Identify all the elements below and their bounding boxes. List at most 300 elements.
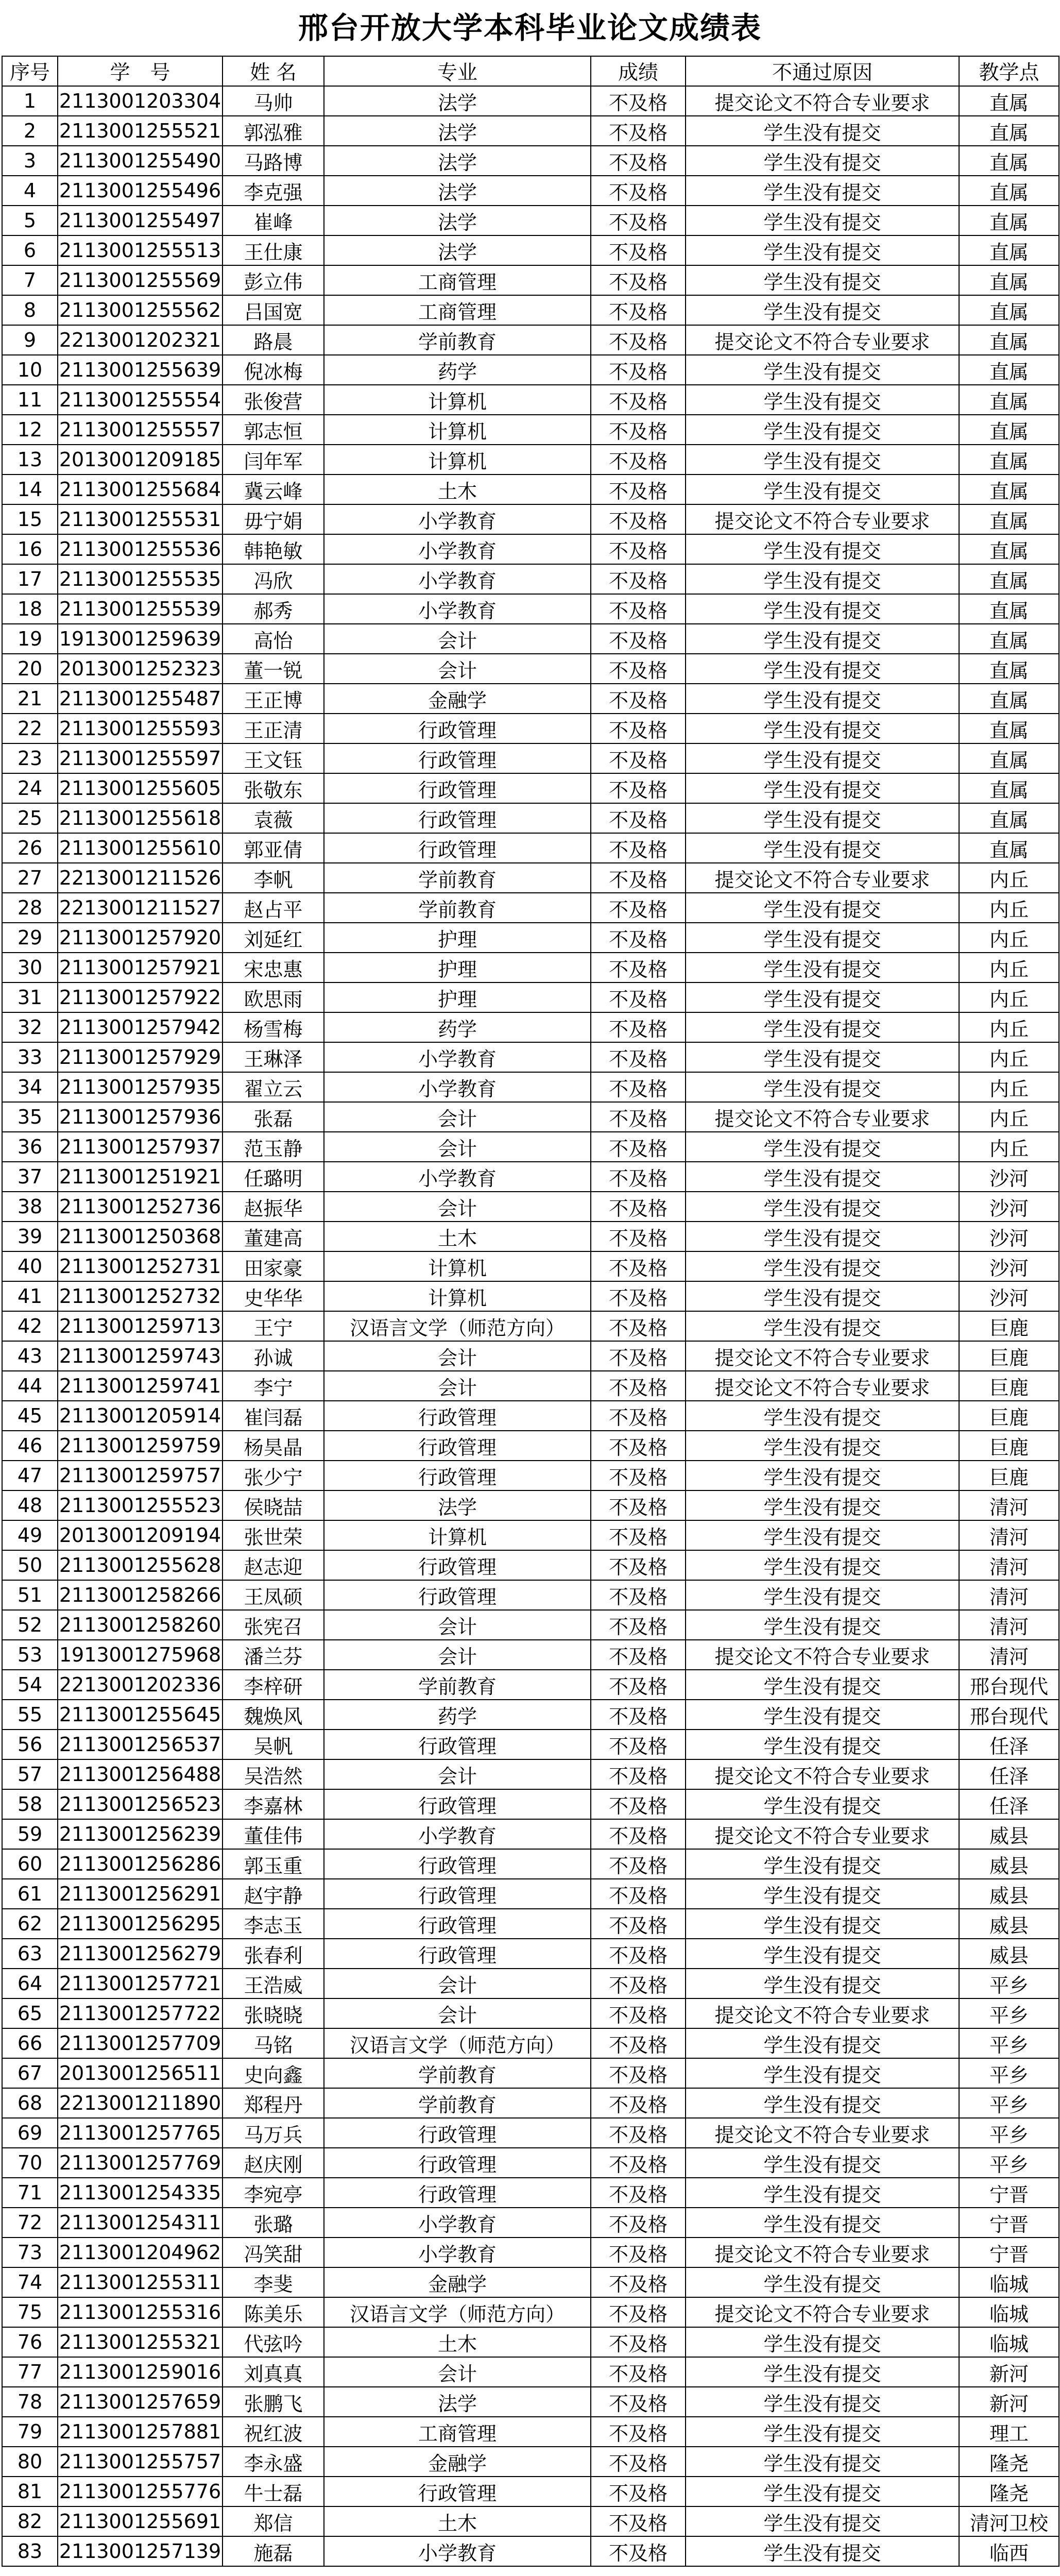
cell-teaching-site: 直属 xyxy=(959,504,1059,534)
cell-teaching-site: 清河 xyxy=(959,1610,1059,1640)
cell-grade: 不及格 xyxy=(591,1909,686,1939)
cell-student-id: 1913001275968 xyxy=(58,1640,223,1670)
cell-index: 23 xyxy=(2,743,58,773)
cell-student-id: 2113001257769 xyxy=(58,2148,223,2178)
cell-fail-reason: 学生没有提交 xyxy=(686,1730,959,1759)
cell-major: 学前教育 xyxy=(324,893,591,923)
cell-name: 王浩威 xyxy=(223,1969,324,1998)
table-row xyxy=(2,1012,1059,1042)
cell-grade: 不及格 xyxy=(591,86,686,116)
cell-student-id: 2113001257942 xyxy=(58,1012,223,1042)
cell-index: 38 xyxy=(2,1192,58,1222)
cell-teaching-site: 新河 xyxy=(959,2387,1059,2417)
cell-major: 金融学 xyxy=(324,2267,591,2297)
cell-index: 24 xyxy=(2,773,58,803)
cell-index: 46 xyxy=(2,1431,58,1461)
cell-name: 张鹏飞 xyxy=(223,2387,324,2417)
cell-teaching-site: 内丘 xyxy=(959,893,1059,923)
cell-index: 11 xyxy=(2,385,58,415)
table-row xyxy=(2,1700,1059,1730)
cell-student-id: 2113001255316 xyxy=(58,2297,223,2327)
cell-grade: 不及格 xyxy=(591,1102,686,1132)
table-row xyxy=(2,654,1059,684)
cell-name: 郭亚倩 xyxy=(223,833,324,863)
cell-index: 32 xyxy=(2,1012,58,1042)
cell-index: 6 xyxy=(2,235,58,265)
cell-name: 张少宁 xyxy=(223,1461,324,1490)
cell-name: 史华华 xyxy=(223,1281,324,1311)
cell-index: 42 xyxy=(2,1311,58,1341)
cell-major: 工商管理 xyxy=(324,2417,591,2447)
cell-teaching-site: 邢台现代 xyxy=(959,1700,1059,1730)
cell-fail-reason: 学生没有提交 xyxy=(686,235,959,265)
cell-index: 29 xyxy=(2,923,58,953)
cell-student-id: 2113001257922 xyxy=(58,982,223,1012)
cell-fail-reason: 提交论文不符合专业要求 xyxy=(686,863,959,893)
cell-grade: 不及格 xyxy=(591,2028,686,2058)
cell-teaching-site: 直属 xyxy=(959,773,1059,803)
cell-teaching-site: 直属 xyxy=(959,325,1059,355)
col-header-teaching-site: 教学点 xyxy=(959,56,1059,86)
cell-grade: 不及格 xyxy=(591,803,686,833)
cell-grade: 不及格 xyxy=(591,385,686,415)
cell-major: 学前教育 xyxy=(324,325,591,355)
table-row xyxy=(2,2028,1059,2058)
cell-major: 护理 xyxy=(324,982,591,1012)
table-row xyxy=(2,833,1059,863)
cell-major: 行政管理 xyxy=(324,2477,591,2506)
cell-name: 李永盛 xyxy=(223,2447,324,2477)
cell-grade: 不及格 xyxy=(591,1042,686,1072)
cell-fail-reason: 学生没有提交 xyxy=(686,1012,959,1042)
cell-student-id: 2113001255605 xyxy=(58,773,223,803)
cell-student-id: 2113001256279 xyxy=(58,1939,223,1969)
cell-student-id: 2113001255610 xyxy=(58,833,223,863)
cell-grade: 不及格 xyxy=(591,1281,686,1311)
cell-name: 陈美乐 xyxy=(223,2297,324,2327)
cell-student-id: 2113001255490 xyxy=(58,146,223,176)
cell-major: 学前教育 xyxy=(324,2058,591,2088)
cell-fail-reason: 学生没有提交 xyxy=(686,1162,959,1192)
cell-name: 崔闫磊 xyxy=(223,1401,324,1431)
cell-grade: 不及格 xyxy=(591,2327,686,2357)
cell-index: 28 xyxy=(2,893,58,923)
cell-name: 张宪召 xyxy=(223,1610,324,1640)
cell-major: 行政管理 xyxy=(324,1550,591,1580)
cell-name: 李斐 xyxy=(223,2267,324,2297)
cell-fail-reason: 学生没有提交 xyxy=(686,355,959,385)
cell-index: 21 xyxy=(2,684,58,714)
cell-grade: 不及格 xyxy=(591,534,686,564)
cell-grade: 不及格 xyxy=(591,1670,686,1700)
cell-student-id: 2113001205914 xyxy=(58,1401,223,1431)
cell-student-id: 2113001256239 xyxy=(58,1819,223,1849)
cell-student-id: 2113001257659 xyxy=(58,2387,223,2417)
table-row xyxy=(2,1849,1059,1879)
cell-major: 土木 xyxy=(324,1222,591,1251)
cell-student-id: 2113001259741 xyxy=(58,1371,223,1401)
cell-grade: 不及格 xyxy=(591,295,686,325)
table-row xyxy=(2,2088,1059,2118)
cell-teaching-site: 沙河 xyxy=(959,1222,1059,1251)
cell-index: 16 xyxy=(2,534,58,564)
table-row xyxy=(2,86,1059,116)
cell-fail-reason: 学生没有提交 xyxy=(686,1042,959,1072)
cell-student-id: 2113001255535 xyxy=(58,564,223,594)
cell-teaching-site: 内丘 xyxy=(959,863,1059,893)
cell-major: 行政管理 xyxy=(324,803,591,833)
cell-student-id: 2113001255562 xyxy=(58,295,223,325)
cell-teaching-site: 直属 xyxy=(959,445,1059,474)
cell-major: 行政管理 xyxy=(324,2178,591,2208)
cell-grade: 不及格 xyxy=(591,1789,686,1819)
table-row xyxy=(2,803,1059,833)
table-row xyxy=(2,1610,1059,1640)
cell-teaching-site: 隆尧 xyxy=(959,2447,1059,2477)
cell-major: 行政管理 xyxy=(324,1730,591,1759)
cell-fail-reason: 提交论文不符合专业要求 xyxy=(686,1998,959,2028)
cell-index: 30 xyxy=(2,953,58,982)
cell-fail-reason: 学生没有提交 xyxy=(686,1072,959,1102)
cell-major: 护理 xyxy=(324,923,591,953)
cell-name: 冀云峰 xyxy=(223,474,324,504)
cell-student-id: 2113001255321 xyxy=(58,2327,223,2357)
cell-fail-reason: 学生没有提交 xyxy=(686,1132,959,1162)
cell-major: 小学教育 xyxy=(324,504,591,534)
cell-index: 39 xyxy=(2,1222,58,1251)
cell-fail-reason: 学生没有提交 xyxy=(686,714,959,743)
cell-name: 刘延红 xyxy=(223,923,324,953)
cell-major: 行政管理 xyxy=(324,833,591,863)
table-row xyxy=(2,116,1059,146)
cell-student-id: 2213001211526 xyxy=(58,863,223,893)
cell-student-id: 2113001255618 xyxy=(58,803,223,833)
cell-student-id: 2013001209194 xyxy=(58,1520,223,1550)
cell-major: 法学 xyxy=(324,206,591,235)
cell-fail-reason: 学生没有提交 xyxy=(686,2058,959,2088)
cell-grade: 不及格 xyxy=(591,654,686,684)
table-row xyxy=(2,684,1059,714)
table-header-row xyxy=(2,56,1059,86)
cell-major: 土木 xyxy=(324,2506,591,2536)
cell-student-id: 2113001255521 xyxy=(58,116,223,146)
table-row xyxy=(2,2477,1059,2506)
cell-major: 药学 xyxy=(324,1700,591,1730)
cell-index: 40 xyxy=(2,1251,58,1281)
cell-index: 15 xyxy=(2,504,58,534)
cell-name: 任璐明 xyxy=(223,1162,324,1192)
cell-student-id: 2113001255557 xyxy=(58,415,223,445)
grade-table xyxy=(2,56,1059,2567)
cell-fail-reason: 学生没有提交 xyxy=(686,1909,959,1939)
cell-name: 李宁 xyxy=(223,1371,324,1401)
cell-major: 行政管理 xyxy=(324,2118,591,2148)
cell-fail-reason: 学生没有提交 xyxy=(686,1281,959,1311)
table-row xyxy=(2,445,1059,474)
cell-name: 张世荣 xyxy=(223,1520,324,1550)
cell-name: 高怡 xyxy=(223,624,324,654)
table-row xyxy=(2,1102,1059,1132)
cell-major: 法学 xyxy=(324,235,591,265)
cell-student-id: 2113001257929 xyxy=(58,1042,223,1072)
cell-student-id: 2113001255628 xyxy=(58,1550,223,1580)
table-row xyxy=(2,1520,1059,1550)
cell-fail-reason: 学生没有提交 xyxy=(686,2357,959,2387)
cell-fail-reason: 学生没有提交 xyxy=(686,206,959,235)
cell-fail-reason: 学生没有提交 xyxy=(686,1849,959,1879)
cell-fail-reason: 提交论文不符合专业要求 xyxy=(686,86,959,116)
cell-student-id: 2113001256295 xyxy=(58,1909,223,1939)
cell-student-id: 2113001259757 xyxy=(58,1461,223,1490)
cell-major: 计算机 xyxy=(324,445,591,474)
cell-teaching-site: 直属 xyxy=(959,415,1059,445)
table-row xyxy=(2,235,1059,265)
cell-index: 7 xyxy=(2,265,58,295)
cell-grade: 不及格 xyxy=(591,2477,686,2506)
cell-index: 19 xyxy=(2,624,58,654)
table-row xyxy=(2,176,1059,206)
cell-major: 工商管理 xyxy=(324,265,591,295)
cell-index: 78 xyxy=(2,2387,58,2417)
cell-index: 1 xyxy=(2,86,58,116)
cell-name: 袁薇 xyxy=(223,803,324,833)
cell-fail-reason: 学生没有提交 xyxy=(686,1520,959,1550)
cell-index: 74 xyxy=(2,2267,58,2297)
cell-major: 工商管理 xyxy=(324,295,591,325)
cell-student-id: 2113001255645 xyxy=(58,1700,223,1730)
cell-fail-reason: 学生没有提交 xyxy=(686,1789,959,1819)
cell-fail-reason: 提交论文不符合专业要求 xyxy=(686,1640,959,1670)
cell-fail-reason: 提交论文不符合专业要求 xyxy=(686,1371,959,1401)
cell-fail-reason: 学生没有提交 xyxy=(686,1670,959,1700)
cell-teaching-site: 清河卫校 xyxy=(959,2506,1059,2536)
cell-teaching-site: 直属 xyxy=(959,295,1059,325)
cell-name: 郭泓雅 xyxy=(223,116,324,146)
cell-grade: 不及格 xyxy=(591,1012,686,1042)
cell-fail-reason: 学生没有提交 xyxy=(686,624,959,654)
cell-student-id: 2113001257920 xyxy=(58,923,223,953)
cell-teaching-site: 内丘 xyxy=(959,1102,1059,1132)
cell-teaching-site: 平乡 xyxy=(959,1998,1059,2028)
cell-index: 53 xyxy=(2,1640,58,1670)
cell-name: 李克强 xyxy=(223,176,324,206)
cell-student-id: 2113001255569 xyxy=(58,265,223,295)
cell-grade: 不及格 xyxy=(591,2297,686,2327)
table-row xyxy=(2,2417,1059,2447)
cell-grade: 不及格 xyxy=(591,624,686,654)
cell-name: 董一锐 xyxy=(223,654,324,684)
cell-grade: 不及格 xyxy=(591,2447,686,2477)
cell-teaching-site: 平乡 xyxy=(959,2118,1059,2148)
table-row xyxy=(2,1580,1059,1610)
cell-major: 行政管理 xyxy=(324,1461,591,1490)
cell-student-id: 2113001257139 xyxy=(58,2536,223,2566)
table-row xyxy=(2,206,1059,235)
cell-student-id: 2113001257937 xyxy=(58,1132,223,1162)
cell-index: 2 xyxy=(2,116,58,146)
cell-fail-reason: 学生没有提交 xyxy=(686,654,959,684)
cell-teaching-site: 临城 xyxy=(959,2327,1059,2357)
cell-name: 代弦吟 xyxy=(223,2327,324,2357)
cell-fail-reason: 学生没有提交 xyxy=(686,2267,959,2297)
cell-name: 王琳泽 xyxy=(223,1042,324,1072)
cell-index: 44 xyxy=(2,1371,58,1401)
cell-fail-reason: 学生没有提交 xyxy=(686,773,959,803)
cell-fail-reason: 学生没有提交 xyxy=(686,1490,959,1520)
cell-name: 毋宁娟 xyxy=(223,504,324,534)
cell-name: 史向鑫 xyxy=(223,2058,324,2088)
cell-grade: 不及格 xyxy=(591,1311,686,1341)
cell-student-id: 2113001255684 xyxy=(58,474,223,504)
cell-name: 王文钰 xyxy=(223,743,324,773)
cell-grade: 不及格 xyxy=(591,1550,686,1580)
cell-grade: 不及格 xyxy=(591,325,686,355)
cell-teaching-site: 沙河 xyxy=(959,1192,1059,1222)
cell-index: 55 xyxy=(2,1700,58,1730)
cell-student-id: 2113001255639 xyxy=(58,355,223,385)
cell-major: 行政管理 xyxy=(324,1909,591,1939)
cell-teaching-site: 平乡 xyxy=(959,2088,1059,2118)
cell-grade: 不及格 xyxy=(591,1341,686,1371)
cell-student-id: 2113001256537 xyxy=(58,1730,223,1759)
cell-fail-reason: 学生没有提交 xyxy=(686,1879,959,1909)
cell-fail-reason: 学生没有提交 xyxy=(686,1401,959,1431)
table-row xyxy=(2,982,1059,1012)
cell-name: 董建高 xyxy=(223,1222,324,1251)
cell-major: 计算机 xyxy=(324,415,591,445)
cell-grade: 不及格 xyxy=(591,1132,686,1162)
cell-fail-reason: 学生没有提交 xyxy=(686,1700,959,1730)
cell-grade: 不及格 xyxy=(591,2238,686,2267)
cell-teaching-site: 任泽 xyxy=(959,1789,1059,1819)
table-row xyxy=(2,893,1059,923)
cell-index: 22 xyxy=(2,714,58,743)
cell-fail-reason: 学生没有提交 xyxy=(686,445,959,474)
cell-fail-reason: 提交论文不符合专业要求 xyxy=(686,325,959,355)
cell-fail-reason: 学生没有提交 xyxy=(686,923,959,953)
table-row xyxy=(2,1281,1059,1311)
cell-student-id: 2113001258260 xyxy=(58,1610,223,1640)
cell-teaching-site: 直属 xyxy=(959,116,1059,146)
cell-name: 韩艳敏 xyxy=(223,534,324,564)
cell-index: 49 xyxy=(2,1520,58,1550)
cell-name: 宋忠惠 xyxy=(223,953,324,982)
cell-fail-reason: 学生没有提交 xyxy=(686,1431,959,1461)
col-header-fail-reason: 不通过原因 xyxy=(686,56,959,86)
cell-index: 61 xyxy=(2,1879,58,1909)
cell-teaching-site: 沙河 xyxy=(959,1281,1059,1311)
cell-teaching-site: 直属 xyxy=(959,684,1059,714)
cell-name: 张俊营 xyxy=(223,385,324,415)
cell-name: 王仕康 xyxy=(223,235,324,265)
cell-fail-reason: 学生没有提交 xyxy=(686,803,959,833)
cell-teaching-site: 巨鹿 xyxy=(959,1341,1059,1371)
cell-major: 药学 xyxy=(324,355,591,385)
table-row xyxy=(2,1162,1059,1192)
cell-grade: 不及格 xyxy=(591,923,686,953)
cell-index: 31 xyxy=(2,982,58,1012)
cell-grade: 不及格 xyxy=(591,2118,686,2148)
cell-student-id: 2113001259713 xyxy=(58,1311,223,1341)
cell-major: 药学 xyxy=(324,1012,591,1042)
cell-major: 会计 xyxy=(324,1998,591,2028)
cell-teaching-site: 巨鹿 xyxy=(959,1461,1059,1490)
cell-fail-reason: 学生没有提交 xyxy=(686,116,959,146)
cell-teaching-site: 直属 xyxy=(959,564,1059,594)
cell-teaching-site: 清河 xyxy=(959,1520,1059,1550)
cell-index: 50 xyxy=(2,1550,58,1580)
table-row xyxy=(2,2267,1059,2297)
cell-name: 吴浩然 xyxy=(223,1759,324,1789)
table-row xyxy=(2,1759,1059,1789)
table-row xyxy=(2,2357,1059,2387)
cell-teaching-site: 直属 xyxy=(959,803,1059,833)
cell-index: 68 xyxy=(2,2088,58,2118)
cell-student-id: 2013001209185 xyxy=(58,445,223,474)
cell-student-id: 2113001257722 xyxy=(58,1998,223,2028)
table-row xyxy=(2,1401,1059,1431)
cell-student-id: 2113001259743 xyxy=(58,1341,223,1371)
table-row xyxy=(2,624,1059,654)
cell-index: 57 xyxy=(2,1759,58,1789)
cell-teaching-site: 理工 xyxy=(959,2417,1059,2447)
cell-fail-reason: 学生没有提交 xyxy=(686,594,959,624)
cell-grade: 不及格 xyxy=(591,1401,686,1431)
cell-major: 行政管理 xyxy=(324,1580,591,1610)
cell-name: 倪冰梅 xyxy=(223,355,324,385)
cell-index: 58 xyxy=(2,1789,58,1819)
cell-grade: 不及格 xyxy=(591,176,686,206)
cell-index: 67 xyxy=(2,2058,58,2088)
cell-name: 张磊 xyxy=(223,1102,324,1132)
cell-student-id: 2013001256511 xyxy=(58,2058,223,2088)
cell-index: 26 xyxy=(2,833,58,863)
cell-fail-reason: 学生没有提交 xyxy=(686,2208,959,2238)
table-row xyxy=(2,355,1059,385)
cell-major: 小学教育 xyxy=(324,1072,591,1102)
cell-teaching-site: 临西 xyxy=(959,2536,1059,2566)
cell-name: 李梓研 xyxy=(223,1670,324,1700)
cell-grade: 不及格 xyxy=(591,1610,686,1640)
cell-name: 郭志恒 xyxy=(223,415,324,445)
table-row xyxy=(2,415,1059,445)
table-row xyxy=(2,504,1059,534)
cell-student-id: 2113001255539 xyxy=(58,594,223,624)
table-row xyxy=(2,1222,1059,1251)
cell-grade: 不及格 xyxy=(591,2148,686,2178)
cell-name: 张春利 xyxy=(223,1939,324,1969)
cell-grade: 不及格 xyxy=(591,982,686,1012)
cell-index: 35 xyxy=(2,1102,58,1132)
cell-grade: 不及格 xyxy=(591,953,686,982)
cell-grade: 不及格 xyxy=(591,1580,686,1610)
cell-major: 法学 xyxy=(324,86,591,116)
cell-student-id: 2013001252323 xyxy=(58,654,223,684)
table-row xyxy=(2,265,1059,295)
cell-teaching-site: 威县 xyxy=(959,1939,1059,1969)
table-row xyxy=(2,2238,1059,2267)
cell-student-id: 2113001255513 xyxy=(58,235,223,265)
cell-student-id: 2113001255691 xyxy=(58,2506,223,2536)
cell-major: 法学 xyxy=(324,116,591,146)
cell-teaching-site: 内丘 xyxy=(959,1042,1059,1072)
cell-student-id: 2113001255776 xyxy=(58,2477,223,2506)
cell-name: 李帆 xyxy=(223,863,324,893)
cell-index: 75 xyxy=(2,2297,58,2327)
cell-fail-reason: 学生没有提交 xyxy=(686,295,959,325)
cell-teaching-site: 直属 xyxy=(959,355,1059,385)
cell-major: 行政管理 xyxy=(324,2148,591,2178)
